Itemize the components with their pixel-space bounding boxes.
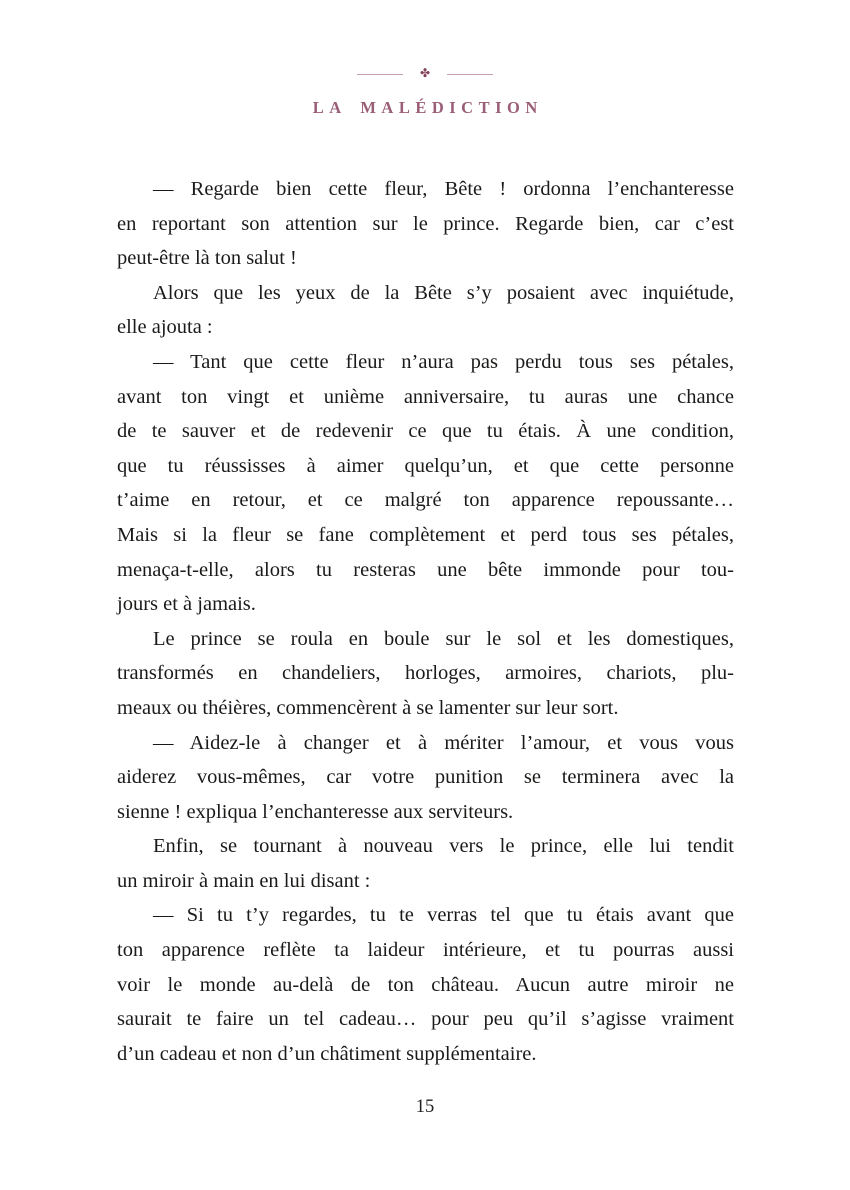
text-line: sienne ! expliqua l’enchanteresse aux serviteurs. xyxy=(117,800,514,823)
paragraph xyxy=(117,345,734,622)
flower-ornament-icon: ✤ xyxy=(419,66,431,80)
paragraph xyxy=(117,622,734,726)
text-line: en reportant son attention sur le prince. Regarde bien, car c’est xyxy=(117,212,734,235)
text-line: t’aime en retour, et ce malgré ton apparence repoussante… xyxy=(117,489,734,512)
text-line: un miroir à main en lui disant : xyxy=(117,869,371,892)
text-line: jours et à jamais. xyxy=(117,593,256,616)
text-line: voir le monde au-delà de ton château. Aucun autre miroir ne xyxy=(117,973,734,996)
paragraph xyxy=(117,726,734,830)
chapter-title: LA MALÉDICTION xyxy=(312,98,543,117)
text-line: — Tant que cette fleur n’aura pas perdu tous ses pétales, xyxy=(153,350,734,373)
paragraph xyxy=(117,276,734,345)
text-line: de te sauver et de redevenir ce que tu étais. À une condition, xyxy=(117,420,734,443)
page-number: 15 xyxy=(415,1097,435,1117)
text-line: — Si tu t’y regardes, tu te verras tel que tu étais avant que xyxy=(153,904,734,927)
ornament-line-right xyxy=(447,74,493,75)
paragraph xyxy=(117,829,734,898)
text-line: — Aidez-le à changer et à mériter l’amour, et vous vous xyxy=(153,731,734,754)
text-line: menaça-t-elle, alors tu resteras une bête immonde pour tou- xyxy=(117,558,734,581)
text-line: Mais si la fleur se fane complètement et perd tous ses pétales, xyxy=(117,523,734,546)
text-line: ton apparence reflète ta laideur intérieure, et tu pourras aussi xyxy=(117,939,734,962)
text-line: saurait te faire un tel cadeau… pour peu qu’il s’agisse vraiment xyxy=(117,1008,734,1031)
text-line: Enfin, se tournant à nouveau vers le prince, elle lui tendit xyxy=(153,835,734,858)
text-line: meaux ou théières, commencèrent à se lamenter sur leur sort. xyxy=(117,696,619,719)
text-line: d’un cadeau et non d’un châtiment supplémentaire. xyxy=(117,1042,537,1065)
chapter-header xyxy=(0,66,850,118)
text-block xyxy=(117,172,734,1071)
text-line: transformés en chandeliers, horloges, armoires, chariots, plu- xyxy=(117,662,734,685)
paragraph xyxy=(117,172,734,276)
text-line: que tu réussisses à aimer quelqu’un, et que cette personne xyxy=(117,454,734,477)
paragraph xyxy=(117,898,734,1071)
ornament-line-left xyxy=(357,74,403,75)
text-line: elle ajouta : xyxy=(117,316,213,339)
text-line: avant ton vingt et unième anniversaire, tu auras une chance xyxy=(117,385,734,408)
chapter-ornament xyxy=(357,66,493,82)
text-line: peut-être là ton salut ! xyxy=(117,247,297,270)
text-line: — Regarde bien cette fleur, Bête ! ordonna l’enchanteresse xyxy=(153,178,734,200)
text-line: Alors que les yeux de la Bête s’y posaient avec inquiétude, xyxy=(153,281,734,304)
text-line: aiderez vous-mêmes, car votre punition se terminera avec la xyxy=(117,766,734,789)
text-line: Le prince se roula en boule sur le sol et les domestiques, xyxy=(153,627,734,650)
